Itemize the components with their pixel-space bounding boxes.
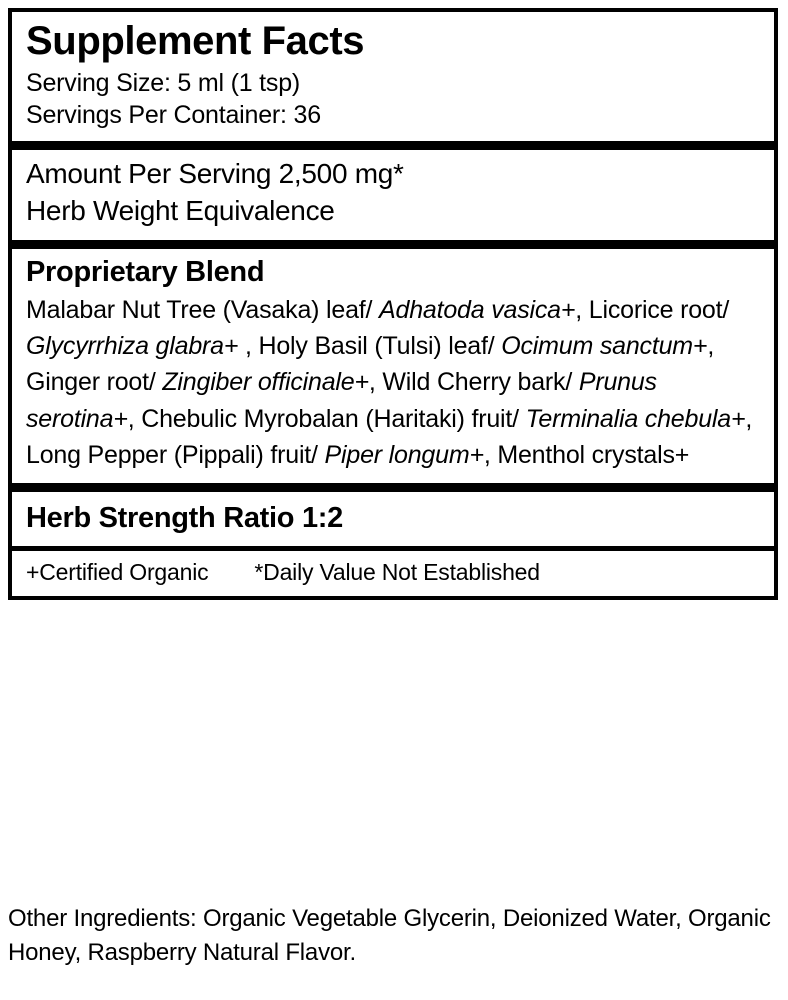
proprietary-blend-section bbox=[12, 249, 774, 483]
amount-per-serving-text: Amount Per Serving 2,500 mg* bbox=[26, 158, 404, 190]
divider-thick-1 bbox=[12, 141, 774, 150]
page-title: Supplement Facts bbox=[26, 19, 365, 63]
divider-thick-2 bbox=[12, 240, 774, 249]
divider-thick-3 bbox=[12, 483, 774, 492]
supplement-facts-panel bbox=[8, 8, 778, 600]
herb-strength-ratio-text: Herb Strength Ratio 1:2 bbox=[26, 502, 343, 535]
serving-section bbox=[12, 12, 774, 141]
other-ingredients-text: Other Ingredients: Organic Vegetable Glycerin, Deionized Water, Organic Honey, Raspberry Natural Flavor. bbox=[8, 905, 771, 967]
footnotes-row bbox=[12, 551, 774, 596]
serving-size-text: Serving Size: 5 ml (1 tsp) bbox=[26, 69, 301, 98]
footnote-daily-value: *Daily Value Not Established bbox=[254, 559, 540, 586]
herb-weight-equivalence-text: Herb Weight Equivalence bbox=[26, 195, 335, 227]
footnote-certified-organic: +Certified Organic bbox=[26, 559, 209, 586]
amount-section bbox=[12, 150, 774, 240]
proprietary-blend-heading: Proprietary Blend bbox=[26, 256, 265, 289]
servings-per-container-text: Servings Per Container: 36 bbox=[26, 101, 321, 130]
proprietary-blend-ingredients: Malabar Nut Tree (Vasaka) leaf/ Adhatoda vasica+, Licorice root/ Glycyrrhiza glabra+ , Holy Basil (Tulsi) leaf/ Ocimum sanctum+, Ginger root/ Zingiber officinale+, Wild Cherry bark/ Prunus serotina+, Chebulic Myrobalan (Haritaki) fruit/ Terminalia chebula+, Long Pepper (Pippali) fruit/ Piper longum+, Menthol crystals+ bbox=[26, 295, 759, 469]
